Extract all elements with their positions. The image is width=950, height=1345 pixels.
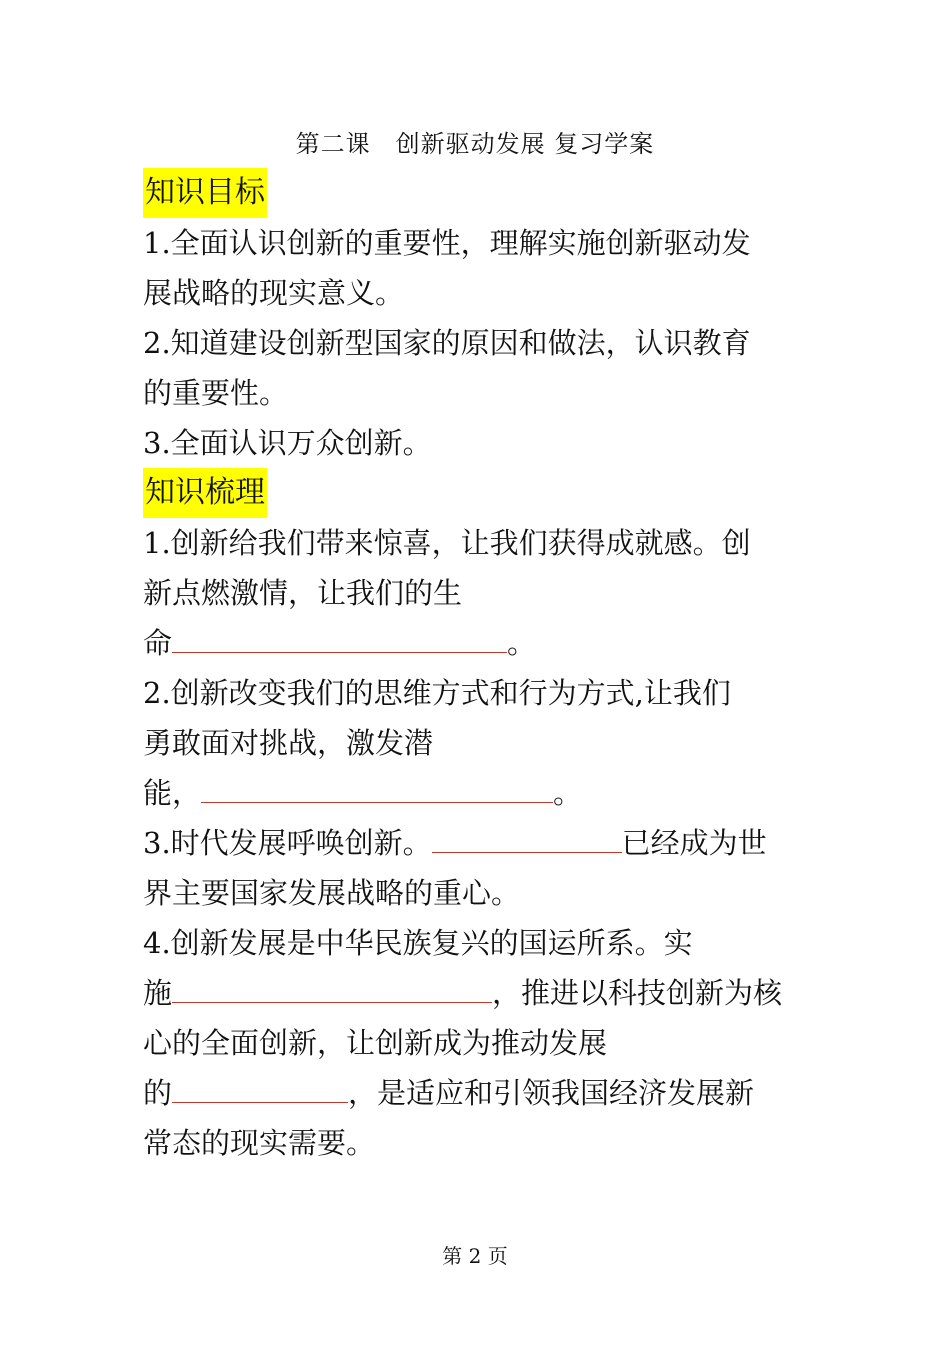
review-item-1-line-2: 新点燃激情，让我们的生 [143,576,463,610]
goal-line: 2.知道建设创新型国家的原因和做法，认识教育 [143,326,751,360]
document-body [143,168,808,1168]
review-item-4-line-5: 常态的现实需要。 [143,1126,376,1160]
review-item-3-line-2: 界主要国家发展战略的重心。 [143,876,521,910]
review-item-1-punct: 。 [507,626,537,660]
review-item-2-line-3 [143,768,808,818]
review-heading: 知识梳理 [143,468,267,518]
review-item-2-punct: 。 [553,776,583,810]
goal-line: 3.全面认识万众创新。 [143,426,432,460]
review-item-4-text-end: ，推进以科技创新为核 [492,976,783,1010]
fill-in-blank-2[interactable] [201,768,553,803]
review-item-1-line-3 [143,618,808,668]
review-item-3-line-1 [143,818,808,868]
review-item-4-line-2 [143,968,808,1018]
goal-line: 的重要性。 [143,376,289,410]
fill-in-blank-1[interactable] [172,618,507,653]
goal-line: 展战略的现实意义。 [143,276,405,310]
review-item-4-line-4 [143,1068,808,1118]
review-item-2-line-2: 勇敢面对挑战，激发潜 [143,726,434,760]
fill-in-blank-3[interactable] [432,818,622,853]
page-number: 第 2 页 [442,1244,508,1268]
goal-line: 1.全面认识创新的重要性，理解实施创新驱动发 [143,226,751,260]
review-item-3-text-end: 已经成为世 [621,826,767,860]
review-item-4-text-b-end: ，是适应和引领我国经济发展新 [348,1076,755,1110]
review-item-4-text-b: 的 [143,1076,173,1110]
review-item-1-text: 命 [143,626,173,660]
review-item-4-line-3: 心的全面创新，让创新成为推动发展 [143,1026,608,1060]
review-item-2-text: 能， [143,776,202,810]
review-item-1-line-1: 1.创新给我们带来惊喜，让我们获得成就感。创 [143,526,751,560]
review-item-4-text: 施 [143,976,173,1010]
review-item-4-line-1: 4.创新发展是中华民族复兴的国运所系。实 [143,926,693,960]
fill-in-blank-4[interactable] [172,968,492,1003]
review-item-2-line-1: 2.创新改变我们的思维方式和行为方式,让我们 [143,676,731,710]
document-title: 第二课 创新驱动发展 复习学案 [295,130,655,158]
fill-in-blank-5[interactable] [172,1068,348,1103]
review-item-3-text: 3.时代发展呼唤创新。 [143,826,432,860]
goals-heading: 知识目标 [143,168,267,218]
